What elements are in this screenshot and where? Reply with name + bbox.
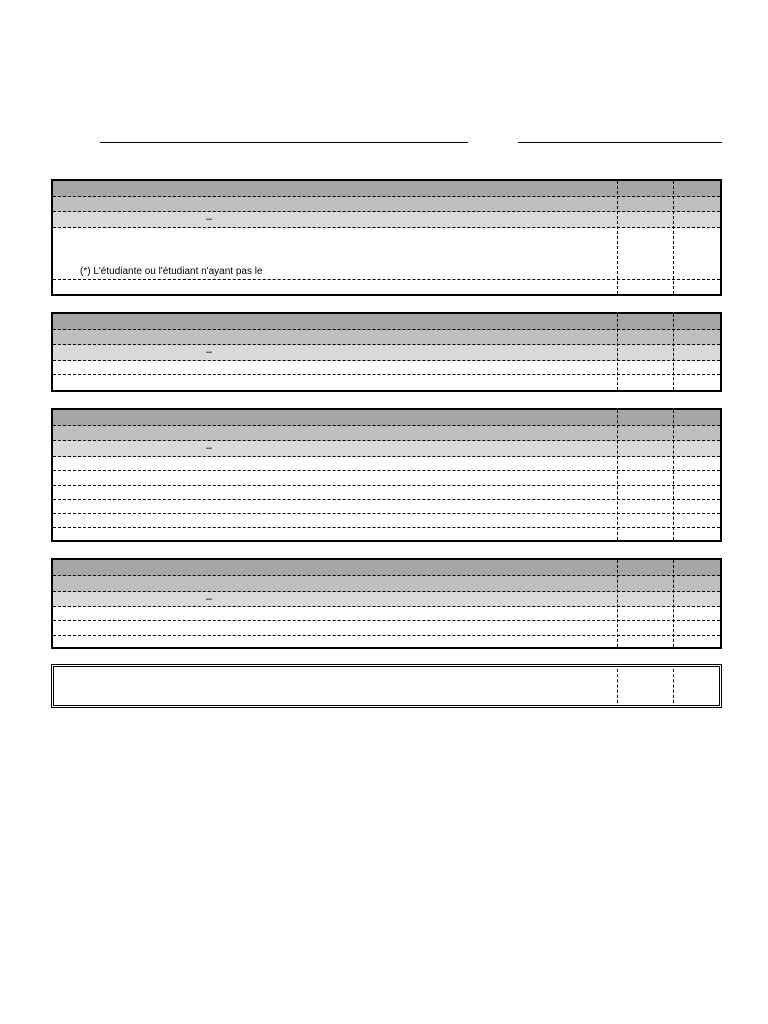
section-criteria-row (53, 212, 720, 228)
section-3 (51, 408, 722, 542)
total-box (51, 664, 722, 708)
section-subheader-row (53, 426, 720, 441)
column-divider (617, 560, 618, 647)
column-divider (673, 669, 674, 703)
section-item-row[interactable] (53, 457, 720, 471)
section-item-row[interactable] (53, 636, 720, 647)
section-criteria-row (53, 592, 720, 607)
section-item-row[interactable] (53, 471, 720, 486)
section-item-row[interactable] (53, 361, 720, 375)
name-line[interactable] (100, 142, 468, 143)
section-item-row[interactable] (53, 486, 720, 500)
section-header-row (53, 181, 720, 197)
section-subheader-row (53, 576, 720, 592)
dash-mark: – (206, 442, 213, 454)
section-subheader-row (53, 197, 720, 212)
column-divider (617, 410, 618, 540)
column-divider (617, 314, 618, 390)
column-divider (673, 410, 674, 540)
section-header-row (53, 410, 720, 426)
section-item-row[interactable] (53, 375, 720, 390)
section-criteria-row (53, 441, 720, 457)
section-2 (51, 312, 722, 392)
section-header-row (53, 560, 720, 576)
dash-mark: – (206, 213, 213, 225)
section-subheader-row (53, 330, 720, 345)
section-item-row[interactable] (53, 621, 720, 636)
section-item-row[interactable] (53, 607, 720, 621)
column-divider (617, 669, 618, 703)
section-1 (51, 179, 722, 296)
footnote-text: (*) L'étudiante ou l'étudiant n'ayant pas le (80, 266, 263, 277)
section-item-row[interactable] (53, 514, 720, 528)
section-score-row[interactable] (53, 280, 720, 294)
column-divider (673, 181, 674, 294)
date-line[interactable] (518, 142, 722, 143)
section-note-row (53, 228, 720, 280)
column-divider (673, 314, 674, 390)
section-item-row[interactable] (53, 528, 720, 540)
dash-mark: – (206, 593, 213, 605)
column-divider (617, 181, 618, 294)
section-header-row (53, 314, 720, 330)
section-4 (51, 558, 722, 649)
section-item-row[interactable] (53, 500, 720, 514)
section-criteria-row (53, 345, 720, 361)
column-divider (673, 560, 674, 647)
dash-mark: – (206, 346, 213, 358)
